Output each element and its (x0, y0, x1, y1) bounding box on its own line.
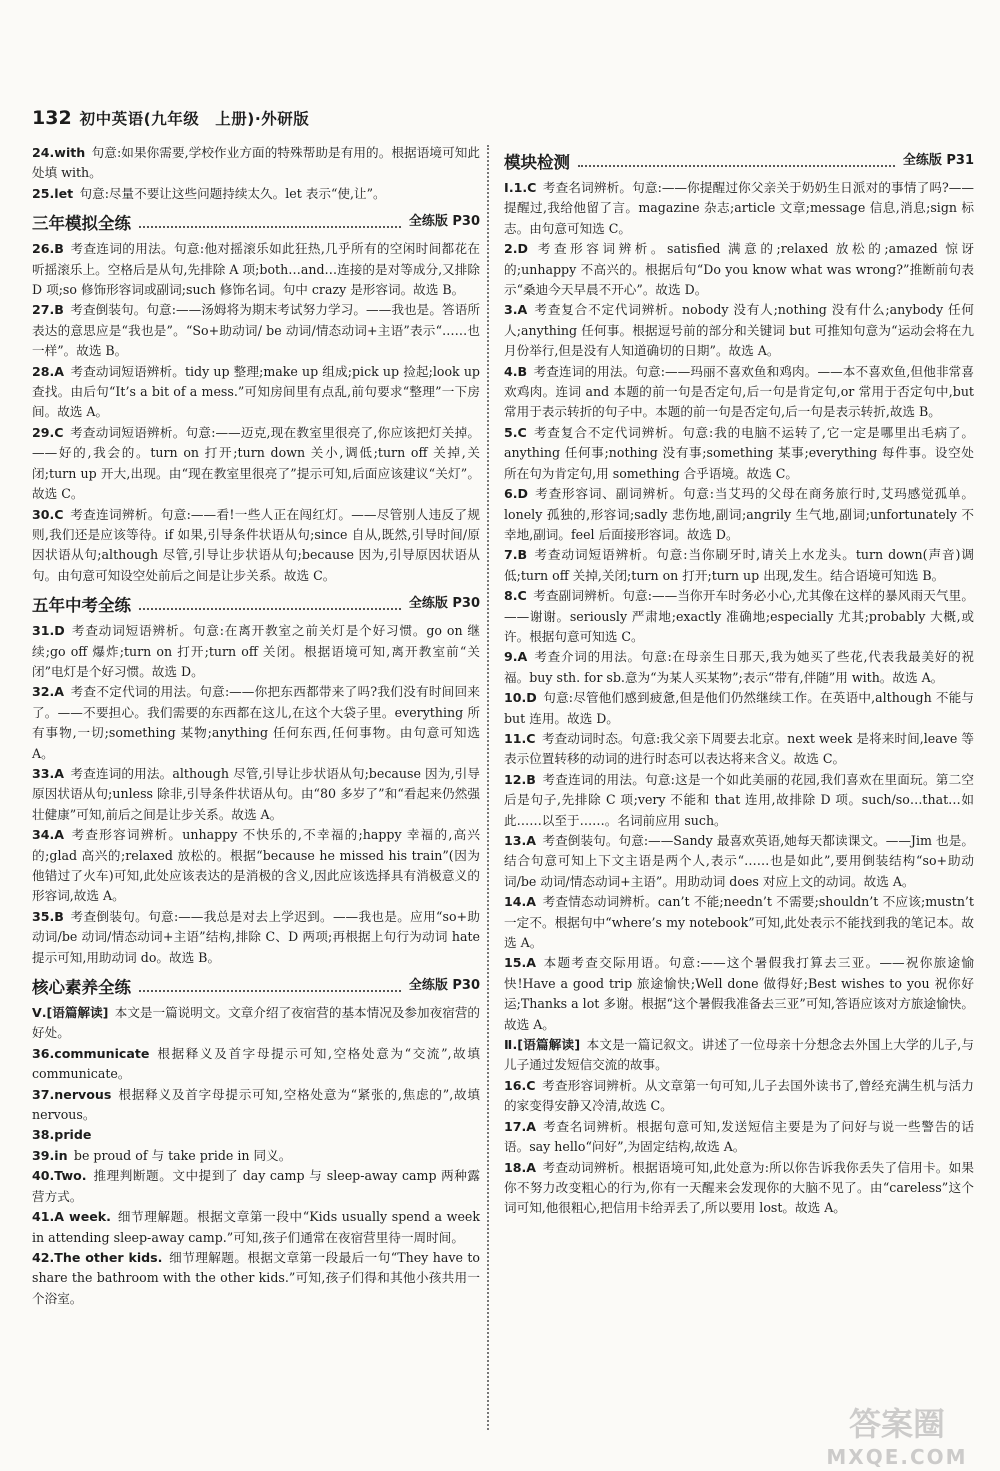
answer-explanation: 考查倒装句。句意:——Sandy 最喜欢英语,她每天都读课文。——Jim 也是。结合句意可知上下文主语是两个人,表示“……也是如此”,要用倒装结构“so+助动词/be 动词/情态动词+主语”。用助动词 does 对应上文的动词。故选 A。 (504, 833, 974, 889)
section-heading (32, 208, 480, 234)
answer-item (504, 239, 974, 300)
answer-item (32, 682, 480, 764)
answer-item (504, 831, 974, 892)
answer-explanation: 考查动词短语辨析。句意:当你刷牙时,请关上水龙头。turn down(声音)调低;turn off 关掉,关闭;turn on 打开;turn up 出现,发生。结合语境可知选 B。 (504, 547, 974, 583)
answer-explanation: 考查复合不定代词辨析。句意:我的电脑不运转了,它一定是哪里出毛病了。anything 任何事;nothing 没有事;something 某事;everything 每件事。设空处所在句为肯定句,用 something 合乎语境。故选 C。 (504, 424, 974, 481)
answer-item (32, 907, 480, 968)
answer-item (32, 505, 480, 587)
answer-item (504, 770, 974, 831)
answer-item (504, 953, 974, 1035)
question-number: 12.B (504, 771, 536, 787)
question-number: 18.A (504, 1159, 537, 1175)
answer-explanation: 考查连词的用法。句意:他对摇滚乐如此狂热,几乎所有的空闲时间都花在听摇滚乐上。空格后是从句,先排除 A 项;both…and…连接的是对等成分,又排除 D 项;so 修饰形容词或副词;such 修饰名词。句中 crazy 是形容词。故选 B。 (32, 241, 480, 298)
question-number: 36.communicate (32, 1045, 150, 1061)
question-number: 39.in (32, 1147, 68, 1163)
answer-item (32, 1166, 480, 1207)
question-number: Ⅰ.1.C (504, 180, 537, 195)
answer-item (32, 239, 480, 300)
question-number: 10.D (504, 690, 537, 706)
question-number: Ⅱ.[语篇解读] (504, 1037, 581, 1053)
answer-item (504, 1158, 974, 1219)
answer-explanation: 细节理解题。根据文章第一段最后一句“They have to share the bathroom with the other kids.”可知,孩子们得和其他小孩共用一个浴室。 (32, 1249, 480, 1306)
answer-item (32, 184, 480, 204)
answer-explanation: 根据释义及首字母提示可知,空格处意为“紧张的,焦虑的”,故填 nervous。 (32, 1086, 480, 1123)
answer-explanation: 推理判断题。文中提到了 day camp 与 sleep-away camp 两种露营方式。 (32, 1168, 480, 1204)
question-number: 30.C (32, 506, 64, 522)
question-number: 7.B (504, 547, 528, 563)
question-number: 14.A (504, 894, 537, 910)
answer-item (504, 1035, 974, 1076)
answer-explanation: 考查动词短语辨析。句意:——迈克,现在教室里很亮了,你应该把灯关掉。——好的,我会的。turn on 打开;turn down 关小,调低;turn off 关掉,关闭;turn up 开大,出现。由“现在教室里很亮了”提示可知,后面应该建议“关灯”。故选 C。 (32, 424, 480, 502)
question-number: 40.Two. (32, 1168, 87, 1184)
question-number: 3.A (504, 302, 528, 318)
answer-explanation: 根据释义及首字母提示可知,空格处意为“交流”,故填 communicate。 (32, 1045, 480, 1082)
answer-item (32, 1125, 480, 1145)
answer-item (32, 825, 480, 907)
question-number: 41.A week. (32, 1209, 111, 1225)
answer-explanation: 考查情态动词辨析。can’t 不能;needn’t 不需要;shouldn’t 不应该;mustn’t 一定不。根据句中“where’s my notebook”可知,此处表示不能找到我的笔记本。故选 A。 (504, 894, 974, 951)
left-column (32, 143, 480, 1309)
answer-explanation: 考查动词短语辨析。句意:在离开教室之前关灯是个好习惯。go on 继续;go off 爆炸;turn on 打开;turn off 关闭。根据语境可知,离开教室前“关闭”电灯是个好习惯。故选 D。 (32, 623, 480, 679)
answer-explanation: 考查形容词辨析。从文章第一句可知,儿子去国外读书了,曾经充满生机与活力的家变得安静又冷清,故选 C。 (504, 1077, 974, 1114)
answer-item (504, 423, 974, 484)
section-title: 模块检测 (504, 152, 570, 172)
page-number: 132 (32, 107, 72, 129)
answer-explanation: 考查名词辨析。句意:——你提醒过你父亲关于奶奶生日派对的事情了吗?——提醒过,我给他留了言。magazine 杂志;article 文章;message 信息,消息;sign 标志。由句意可知选 C。 (504, 180, 974, 236)
section-heading (32, 972, 480, 998)
question-number: 33.A (32, 765, 65, 781)
answer-item (32, 1003, 480, 1044)
question-number: 26.B (32, 241, 64, 257)
answer-item (32, 764, 480, 825)
question-number: 34.A (32, 827, 65, 843)
answer-item (504, 300, 974, 361)
question-number: 31.D (32, 623, 65, 639)
section-heading (504, 147, 974, 173)
answer-item (32, 621, 480, 682)
answer-explanation: 细节理解题。根据文章第一段中“Kids usually spend a week in attending sleep-away camp.”可知,孩子们通常在夜宿营里待一周时间。 (32, 1209, 480, 1245)
answer-explanation: 考查不定代词的用法。句意:——你把东西都带来了吗?我们没有时间回来了。——不要担心。我们需要的东西都在这儿,在这个大袋子里。everything 所有事物,一切;something 某物;anything 任何东西,任何事物。由句意可知选 A。 (32, 684, 480, 761)
watermark (812, 1399, 982, 1469)
answer-explanation: 考查形容词辨析。satisfied 满意的;relaxed 放松的;amazed 惊讶的;unhappy 不高兴的。根据后句“Do you know what was wrong?”推断前句表示“桑迪今天早晨不开心”。故选 D。 (504, 241, 974, 298)
question-number: 35.B (32, 908, 64, 924)
question-number: 2.D (504, 241, 529, 257)
answer-explanation: be proud of 与 take pride in 同义。 (73, 1147, 292, 1163)
answer-explanation: 本文是一篇记叙文。讲述了一位母亲十分想念去外国上大学的儿子,与儿子通过发短信交流的故事。 (504, 1037, 974, 1073)
watermark-url: MXQE.COM (826, 1445, 968, 1469)
answer-explanation: 考查形容词、副词辨析。句意:当艾玛的父母在商务旅行时,艾玛感觉孤单。lonely 孤独的,形容词;sadly 悲伤地,副词;angrily 生气地,副词;unfortunately 不幸地,副词。feel 后面接形容词。故选 D。 (504, 486, 974, 542)
section-heading (32, 590, 480, 616)
question-number: 6.D (504, 486, 529, 502)
answer-item (504, 484, 974, 545)
question-number: 8.C (504, 588, 527, 604)
section-page-ref: 全练版 P30 (408, 977, 480, 993)
answer-item (504, 647, 974, 688)
answer-explanation: 本题考查交际用语。句意:——这个暑假我打算去三亚。——祝你旅途愉快!Have a good trip 旅途愉快;Well done 做得好;Best wishes to you 祝你好运;Thanks a lot 多谢。根据“这个暑假我准备去三亚”可知,答语应该对方旅途愉快。故选 A。 (504, 955, 974, 1032)
answer-explanation: 考查动词时态。句意:我父亲下周要去北京。next week 是将来时间,leave 等表示位置转移的动词的进行时态可以表达将来含义。故选 C。 (504, 730, 974, 767)
question-number: 5.C (504, 424, 527, 440)
answer-item (504, 586, 974, 647)
question-number: 15.A (504, 955, 537, 971)
question-number: 17.A (504, 1118, 537, 1134)
answer-explanation: 考查介词的用法。句意:在母亲生日那天,我为她买了些花,代表我最美好的祝福。buy sth. for sb.意为“为某人买某物”;表示“带有,伴随”用 with。故选 A。 (504, 649, 974, 685)
question-number: 9.A (504, 649, 528, 665)
dotted-leader (139, 990, 401, 992)
answer-explanation: 考查连词辨析。句意:——看!一些人正在闯红灯。——尽管别人违反了规则,我们还是应该等待。if 如果,引导条件状语从句;since 自从,既然,引导时间/原因状语从句;although 尽管,引导让步状语从句;because 因为,引导原因状语从句。由句意可知设空处前后之间是让步关系。故选 C。 (32, 506, 480, 583)
answer-explanation: 考查连词的用法。although 尽管,引导让步状语从句;because 因为,引导原因状语从句;unless 除非,引导条件状语从句。由“80 多岁了”和“看起来仍然强壮健康”可知,前后之间是让步关系。故选 A。 (32, 765, 480, 822)
answer-item (32, 1146, 480, 1166)
answer-item (504, 178, 974, 239)
section-page-ref: 全练版 P30 (408, 595, 480, 611)
answer-explanation: 考查动词辨析。根据语境可知,此处意为:所以你告诉我你丢失了信用卡。如果你不努力改变粗心的行为,你有一天醒来会发现你的大脑不见了。由“careless”这个词可知,他很粗心,把信用卡给弄丢了,所以要用 lost。故选 A。 (504, 1159, 974, 1216)
answer-explanation: 考查形容词辨析。unhappy 不快乐的,不幸福的;happy 幸福的,高兴的;glad 高兴的;relaxed 放松的。根据“because he missed his train”(因为他错过了火车)可知,此处应该表达的是消极的含义,因此应该选择具有消极意义的形容词,故选 A。 (32, 827, 480, 904)
answer-item (32, 1085, 480, 1126)
answer-item (504, 362, 974, 423)
dotted-leader (139, 608, 401, 610)
column-divider (487, 145, 489, 1430)
section-title: 三年模拟全练 (32, 213, 131, 233)
answer-item (504, 1076, 974, 1117)
watermark-logo: 答案圈 (848, 1405, 945, 1443)
question-number: 11.C (504, 730, 536, 746)
answer-item (504, 688, 974, 729)
answer-explanation: 考查副词辨析。句意:——当你开车时务必小心,尤其像在这样的暴风雨天气里。——谢谢。seriously 严肃地;exactly 准确地;especially 尤其;probably 大概,或许。根据句意可知选 C。 (504, 588, 974, 644)
section-title: 五年中考全练 (32, 595, 131, 615)
answer-explanation: 考查连词的用法。句意:这是一个如此美丽的花园,我们喜欢在里面玩。第二空后是句子,先排除 C 项;very 不能和 that 连用,故排除 D 项。such/so…that…如此……以至于……。名词前应用 such。 (504, 771, 974, 828)
question-number: 25.let (32, 185, 74, 201)
right-column (504, 143, 974, 1219)
answer-item (504, 729, 974, 770)
question-number: 42.The other kids. (32, 1249, 163, 1265)
question-number: 28.A (32, 363, 65, 379)
section-page-ref: 全练版 P30 (408, 213, 480, 229)
answer-explanation: 考查连词的用法。句意:——玛丽不喜欢鱼和鸡肉。——本不喜欢鱼,但他非常喜欢鸡肉。连词 and 本题的前一句是否定句,后一句是肯定句,or 常用于否定句中,but 常用于表示转折的句子中。本题的前一句是否定句,后一句是表示转折,故选 B。 (504, 363, 974, 420)
answer-item (504, 892, 974, 953)
section-title: 核心素养全练 (32, 977, 131, 997)
answer-explanation: 句意:尽量不要让这些问题持续太久。let 表示“使,让”。 (79, 185, 386, 201)
answer-item (504, 545, 974, 586)
answer-item (32, 362, 480, 423)
answer-explanation: 句意:尽管他们感到疲惫,但是他们仍然继续工作。在英语中,although 不能与 but 连用。故选 D。 (504, 690, 974, 726)
section-page-ref: 全练版 P31 (902, 152, 974, 168)
question-number: 13.A (504, 833, 537, 848)
question-number: Ⅴ.[语篇解读] (32, 1005, 109, 1021)
answer-explanation: 考查动词短语辨析。tidy up 整理;make up 组成;pick up 捡起;look up 查找。由后句“It’s a bit of a mess.”可知房间里有点乱,前句要求“整理”一下房间。故选 A。 (32, 363, 480, 420)
answer-explanation: 考查倒装句。句意:——我总是对去上学迟到。——我也是。应用“so+助动词/be 动词/情态动词+主语”结构,排除 C、D 两项;再根据上句行为动词 hate 提示可知,用助动词 do。故选 B。 (32, 908, 480, 965)
answer-item (32, 300, 480, 361)
answer-item (32, 143, 480, 184)
answer-item (32, 1207, 480, 1248)
answer-explanation: 考查倒装句。句意:——汤姆将为期末考试努力学习。——我也是。答语所表达的意思应是“我也是”。“So+助动词/ be 动词/情态动词+主语”表示“……也一样”。故选 B。 (32, 302, 480, 359)
answer-item (504, 1117, 974, 1158)
question-number: 32.A (32, 684, 65, 700)
answer-item (32, 1248, 480, 1309)
answer-item (32, 1044, 480, 1085)
answer-explanation: 本文是一篇说明文。文章介绍了夜宿营的基本情况及参加夜宿营的好处。 (32, 1005, 481, 1041)
question-number: 29.C (32, 424, 64, 440)
question-number: 16.C (504, 1077, 536, 1093)
dotted-leader (139, 226, 401, 228)
answer-explanation: 考查名词辨析。根据句意可知,发送短信主要是为了问好与说一些警告的话语。say hello“问好”,为固定结构,故选 A。 (504, 1118, 974, 1155)
answer-explanation: 考查复合不定代词辨析。nobody 没有人;nothing 没有什么;anybody 任何人;anything 任何事。根据逗号前的部分和关键词 but 可推知句意为“运动会将在九月份举行,但是没有人知道确切的日期”。故选 A。 (504, 302, 974, 359)
dotted-leader (578, 165, 895, 167)
book-title: 初中英语(九年级 上册)·外研版 (79, 110, 310, 128)
question-number: 27.B (32, 302, 64, 318)
question-number: 38.pride (32, 1127, 92, 1143)
answer-explanation: 句意:如果你需要,学校作业方面的特殊帮助是有用的。根据语境可知此处填 with。 (32, 145, 480, 181)
answer-item (32, 423, 480, 505)
question-number: 37.nervous (32, 1086, 112, 1102)
question-number: 4.B (504, 363, 528, 379)
page-header (32, 104, 972, 132)
question-number: 24.with (32, 145, 86, 160)
